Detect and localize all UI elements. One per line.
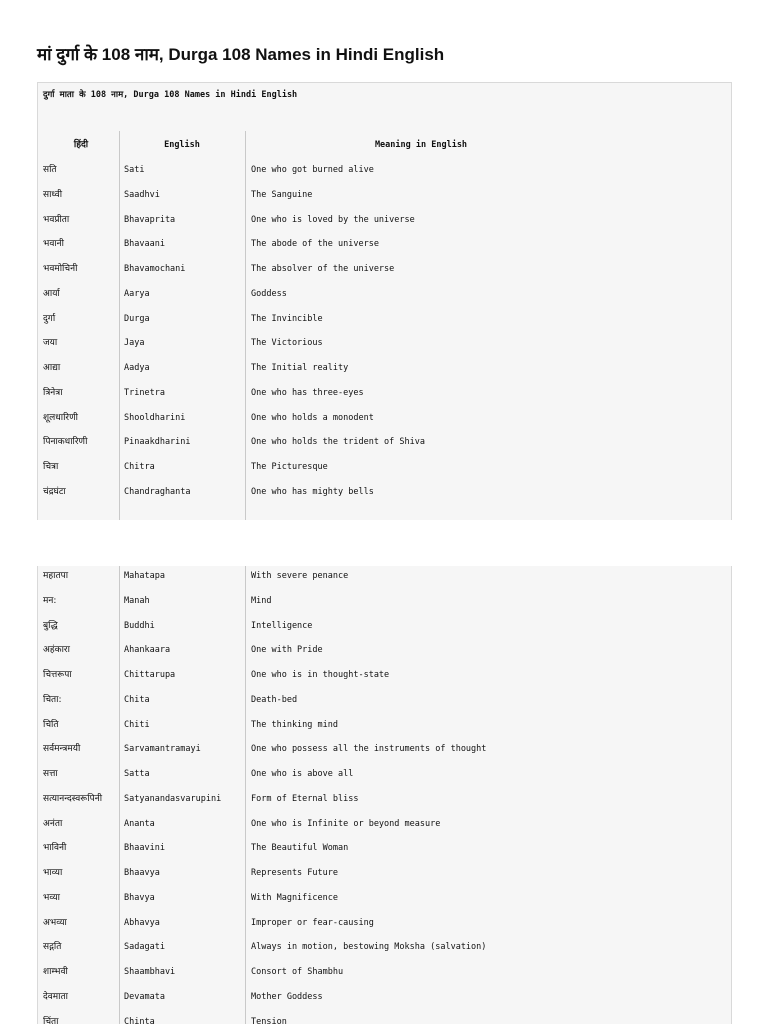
hindi-name-cell: सत्यानन्दस्वरूपिनी	[43, 793, 103, 804]
english-name-cell: Ahankaara	[124, 645, 171, 656]
table-row	[38, 891, 731, 916]
meaning-cell: One who has mighty bells	[251, 486, 374, 497]
meaning-cell: The Invincible	[251, 313, 323, 324]
header-english: English	[164, 140, 200, 150]
hindi-name-cell: आद्या	[43, 363, 61, 373]
english-name-cell: Chiti	[124, 719, 150, 730]
table-row	[38, 643, 731, 668]
meaning-cell: The Sanguine	[251, 189, 313, 200]
hindi-name-cell: चिति	[43, 719, 59, 730]
hindi-name-cell: पिनाकधारिणी	[43, 437, 88, 448]
hindi-name-cell: अभव्या	[43, 917, 67, 928]
hindi-name-cell: मन:	[43, 595, 57, 606]
table-row	[38, 237, 731, 262]
meaning-cell: One who is Infinite or beyond measure	[251, 818, 441, 829]
table-row	[38, 460, 731, 485]
table-row	[38, 940, 731, 965]
meaning-cell: One who holds a monodent	[251, 412, 374, 423]
meaning-cell: The thinking mind	[251, 719, 338, 730]
meaning-cell: The abode of the universe	[251, 239, 379, 250]
table-row	[38, 287, 731, 312]
hindi-name-cell: महातपा	[43, 571, 69, 581]
table-row	[38, 619, 731, 644]
meaning-cell: With severe penance	[251, 571, 349, 581]
meaning-cell: The Initial reality	[251, 363, 349, 373]
meaning-cell: The Victorious	[251, 338, 323, 349]
table-row	[38, 916, 731, 941]
hindi-name-cell: भाव्या	[43, 868, 63, 878]
hindi-name-cell: भव्या	[43, 892, 60, 903]
table-row	[38, 213, 731, 238]
english-name-cell: Trinetra	[124, 387, 165, 398]
english-name-cell: Aadya	[124, 363, 150, 373]
hindi-name-cell: साध्वी	[43, 189, 63, 200]
table-row	[38, 742, 731, 767]
hindi-name-cell: सत्ता	[43, 769, 58, 779]
english-name-cell: Shaambhavi	[124, 967, 176, 977]
english-name-cell: Manah	[124, 595, 150, 606]
names-table-part-1	[37, 82, 732, 520]
table-row	[38, 990, 731, 1015]
hindi-name-cell: आर्या	[43, 288, 60, 299]
english-name-cell: Chittarupa	[124, 670, 176, 680]
table-row	[38, 163, 731, 188]
meaning-cell: Always in motion, bestowing Moksha (salvation)	[251, 942, 487, 953]
english-name-cell: Shooldharini	[124, 412, 186, 423]
hindi-name-cell: देवमाता	[43, 991, 68, 1002]
meaning-cell: One who is above all	[251, 769, 354, 779]
table-row	[38, 866, 731, 891]
meaning-cell: With Magnificence	[251, 892, 338, 903]
hindi-name-cell: बुद्धि	[43, 620, 58, 631]
meaning-cell: The Beautiful Woman	[251, 843, 349, 854]
english-name-cell: Bhavaani	[124, 239, 165, 250]
table-row	[38, 718, 731, 743]
hindi-name-cell: भवमोचिनी	[43, 264, 78, 274]
hindi-name-cell: शूलधारिणी	[43, 412, 78, 423]
english-name-cell: Buddhi	[124, 620, 155, 631]
english-name-cell: Bhaavya	[124, 868, 160, 878]
table-row	[38, 188, 731, 213]
english-name-cell: Chitra	[124, 462, 155, 472]
english-name-cell: Jaya	[124, 338, 145, 349]
english-name-cell: Abhavya	[124, 917, 160, 928]
english-name-cell: Bhavamochani	[124, 264, 186, 274]
table-row	[38, 386, 731, 411]
english-name-cell: Sadagati	[124, 942, 165, 953]
english-name-cell: Bhavaprita	[124, 214, 176, 225]
meaning-cell: One with Pride	[251, 645, 323, 656]
table-row	[38, 312, 731, 337]
page-title: मां दुर्गा के 108 नाम, Durga 108 Names in Hindi English	[37, 45, 445, 64]
english-name-cell: Bhavya	[124, 892, 155, 903]
english-name-cell: Satta	[124, 769, 150, 779]
english-name-cell: Chita	[124, 694, 150, 705]
table-row	[38, 792, 731, 817]
meaning-cell: Death-bed	[251, 694, 298, 705]
table-row	[38, 841, 731, 866]
meaning-cell: Consort of Shambhu	[251, 967, 344, 977]
table-row	[38, 262, 731, 287]
table-row	[38, 594, 731, 619]
meaning-cell: One who got burned alive	[251, 165, 374, 175]
table-row	[38, 485, 731, 510]
table-header-row	[38, 138, 731, 163]
english-name-cell: Aarya	[124, 288, 150, 299]
hindi-name-cell: त्रिनेत्रा	[43, 387, 63, 398]
english-name-cell: Satyanandasvarupini	[124, 793, 222, 804]
table-row	[38, 569, 731, 594]
names-table-part-2	[37, 566, 732, 1024]
table-row	[38, 361, 731, 386]
english-name-cell: Chandraghanta	[124, 486, 191, 497]
table-row	[38, 435, 731, 460]
hindi-name-cell: भवानी	[43, 239, 64, 250]
hindi-name-cell: जया	[43, 338, 58, 349]
meaning-cell: Goddess	[251, 288, 287, 299]
meaning-cell: Mother Goddess	[251, 991, 323, 1002]
hindi-name-cell: चित्रा	[43, 462, 59, 472]
meaning-cell: The absolver of the universe	[251, 264, 395, 274]
hindi-name-cell: शाम्भवी	[43, 967, 68, 977]
meaning-cell: One who has three-eyes	[251, 387, 364, 398]
meaning-cell: The Picturesque	[251, 462, 328, 472]
english-name-cell: Sarvamantramayi	[124, 744, 201, 755]
hindi-name-cell: सर्वमन्त्रमयी	[43, 744, 81, 755]
table-row	[38, 965, 731, 990]
table-row	[38, 767, 731, 792]
english-name-cell: Pinaakdharini	[124, 437, 191, 448]
table-row	[38, 817, 731, 842]
english-name-cell: Saadhvi	[124, 189, 160, 200]
header-meaning: Meaning in English	[374, 140, 468, 150]
meaning-cell: Form of Eternal bliss	[251, 793, 359, 804]
hindi-name-cell: भाविनी	[43, 843, 67, 854]
hindi-name-cell: चित्तरूपा	[43, 670, 72, 680]
english-name-cell: Sati	[124, 165, 145, 175]
meaning-cell: Intelligence	[251, 620, 313, 631]
english-name-cell: Ananta	[124, 818, 155, 829]
english-name-cell: Mahatapa	[124, 571, 165, 581]
header-hindi: हिंदी	[73, 140, 89, 150]
english-name-cell: Chinta	[124, 1016, 155, 1024]
hindi-name-cell: सति	[43, 165, 57, 175]
meaning-cell: Represents Future	[251, 868, 338, 878]
table-row	[38, 1015, 731, 1024]
hindi-name-cell: अहंकारा	[43, 645, 70, 656]
english-name-cell: Durga	[124, 313, 150, 324]
hindi-name-cell: अनंता	[43, 818, 63, 829]
meaning-cell: One who is loved by the universe	[251, 214, 415, 225]
meaning-cell: Mind	[251, 595, 272, 606]
english-name-cell: Devamata	[124, 991, 165, 1002]
table-caption: दुर्गा माता के 108 नाम, Durga 108 Names in Hindi English	[43, 90, 298, 100]
table-row	[38, 693, 731, 718]
table-row	[38, 668, 731, 693]
meaning-cell: Tension	[251, 1016, 287, 1024]
meaning-cell: One who is in thought-state	[251, 670, 390, 680]
hindi-name-cell: भवप्रीता	[43, 214, 70, 225]
hindi-name-cell: चंद्रघंटा	[43, 486, 66, 497]
meaning-cell: One who holds the trident of Shiva	[251, 437, 425, 448]
table-row	[38, 411, 731, 436]
hindi-name-cell: चिता:	[43, 694, 62, 705]
english-name-cell: Bhaavini	[124, 843, 165, 854]
hindi-name-cell: दुर्गा	[43, 313, 56, 324]
table-row	[38, 336, 731, 361]
hindi-name-cell: सद्गति	[43, 942, 62, 953]
hindi-name-cell: चिंता	[43, 1016, 59, 1024]
meaning-cell: Improper or fear-causing	[251, 917, 374, 928]
meaning-cell: One who possess all the instruments of thought	[251, 744, 487, 755]
